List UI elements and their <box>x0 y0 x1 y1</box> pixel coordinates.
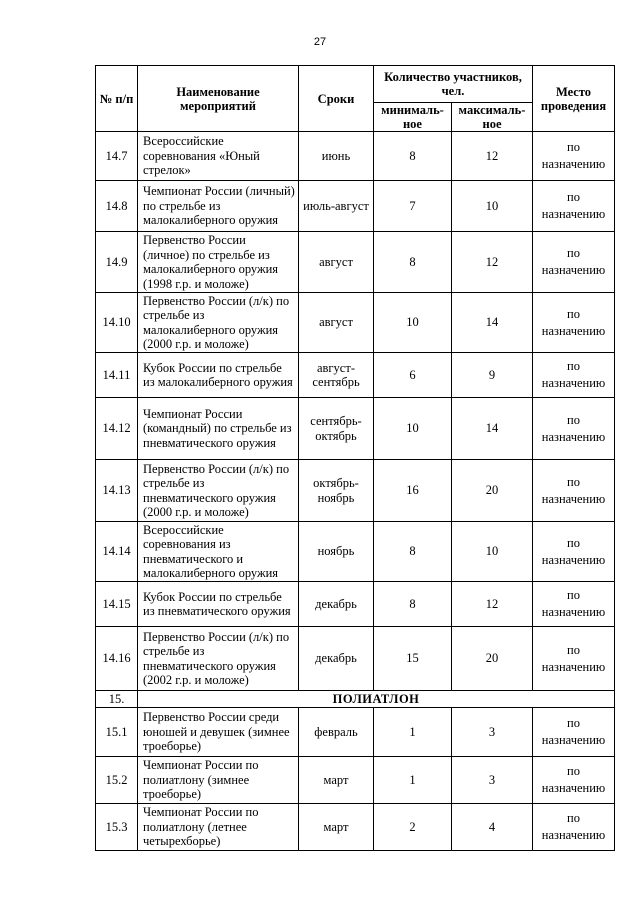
row-number: 14.11 <box>96 353 138 398</box>
section-num: 15. <box>96 691 138 708</box>
event-place: по назначению <box>533 804 615 851</box>
max-participants: 12 <box>452 232 533 293</box>
header-name: Наименование мероприятий <box>138 66 299 132</box>
min-participants: 2 <box>374 804 452 851</box>
table-row <box>96 708 615 757</box>
row-number: 14.13 <box>96 460 138 522</box>
event-place: по назначению <box>533 181 615 232</box>
max-participants: 20 <box>452 627 533 691</box>
table-row <box>96 232 615 293</box>
max-participants: 3 <box>452 708 533 757</box>
table-row <box>96 804 615 851</box>
min-participants: 10 <box>374 398 452 460</box>
event-name: Чемпионат России (личный) по стрельбе из малокалиберного оружия <box>138 181 299 232</box>
header-max: максималь-ное <box>452 103 533 132</box>
event-name: Первенство России (личное) по стрельбе из малокалиберного оружия (1998 г.р. и моложе) <box>138 232 299 293</box>
event-name: Всероссийские соревнования из пневматического и малокалиберного оружия <box>138 522 299 582</box>
event-place: по назначению <box>533 398 615 460</box>
section-row <box>96 691 615 708</box>
min-participants: 1 <box>374 757 452 804</box>
row-number: 14.10 <box>96 293 138 353</box>
page-number: 27 <box>313 36 327 48</box>
event-dates: сентябрь-октябрь <box>299 398 374 460</box>
table-body-polyathlon <box>96 708 615 851</box>
min-participants: 8 <box>374 522 452 582</box>
max-participants: 14 <box>452 293 533 353</box>
event-dates: август <box>299 293 374 353</box>
row-number: 14.9 <box>96 232 138 293</box>
event-name: Кубок России по стрельбе из малокалиберного оружия <box>138 353 299 398</box>
row-number: 14.15 <box>96 582 138 627</box>
event-dates: декабрь <box>299 627 374 691</box>
event-place: по назначению <box>533 757 615 804</box>
min-participants: 8 <box>374 582 452 627</box>
event-place: по назначению <box>533 132 615 181</box>
table-row <box>96 181 615 232</box>
event-place: по назначению <box>533 232 615 293</box>
max-participants: 9 <box>452 353 533 398</box>
max-participants: 10 <box>452 181 533 232</box>
event-name: Первенство России среди юношей и девушек (зимнее троеборье) <box>138 708 299 757</box>
event-dates: август <box>299 232 374 293</box>
event-name: Первенство России (л/к) по стрельбе из пневматического оружия (2002 г.р. и моложе) <box>138 627 299 691</box>
event-place: по назначению <box>533 582 615 627</box>
event-dates: ноябрь <box>299 522 374 582</box>
table-row <box>96 757 615 804</box>
min-participants: 8 <box>374 132 452 181</box>
max-participants: 12 <box>452 132 533 181</box>
row-number: 15.3 <box>96 804 138 851</box>
header-count: Количество участников, чел. <box>374 66 533 103</box>
table-row <box>96 132 615 181</box>
event-dates: март <box>299 757 374 804</box>
event-place: по назначению <box>533 522 615 582</box>
event-dates: октябрь-ноябрь <box>299 460 374 522</box>
event-place: по назначению <box>533 708 615 757</box>
event-place: по назначению <box>533 460 615 522</box>
table-row <box>96 627 615 691</box>
row-number: 14.16 <box>96 627 138 691</box>
max-participants: 10 <box>452 522 533 582</box>
row-number: 14.8 <box>96 181 138 232</box>
min-participants: 1 <box>374 708 452 757</box>
min-participants: 8 <box>374 232 452 293</box>
section-title: ПОЛИАТЛОН <box>138 691 615 708</box>
table-body-shooting <box>96 132 615 691</box>
table-row <box>96 353 615 398</box>
min-participants: 6 <box>374 353 452 398</box>
event-dates: август-сентябрь <box>299 353 374 398</box>
event-place: по назначению <box>533 627 615 691</box>
max-participants: 12 <box>452 582 533 627</box>
table-row <box>96 522 615 582</box>
min-participants: 15 <box>374 627 452 691</box>
event-place: по назначению <box>533 293 615 353</box>
events-table <box>95 65 615 851</box>
header-place: Место проведения <box>533 66 615 132</box>
table-row <box>96 460 615 522</box>
max-participants: 14 <box>452 398 533 460</box>
min-participants: 7 <box>374 181 452 232</box>
row-number: 15.1 <box>96 708 138 757</box>
header-num: № п/п <box>96 66 138 132</box>
event-name: Кубок России по стрельбе из пневматического оружия <box>138 582 299 627</box>
max-participants: 3 <box>452 757 533 804</box>
event-name: Всероссийские соревнования «Юный стрелок» <box>138 132 299 181</box>
event-dates: декабрь <box>299 582 374 627</box>
max-participants: 4 <box>452 804 533 851</box>
header-dates: Сроки <box>299 66 374 132</box>
min-participants: 10 <box>374 293 452 353</box>
row-number: 14.12 <box>96 398 138 460</box>
row-number: 15.2 <box>96 757 138 804</box>
event-name: Чемпионат России по полиатлону (летнее четырехборье) <box>138 804 299 851</box>
event-dates: февраль <box>299 708 374 757</box>
row-number: 14.14 <box>96 522 138 582</box>
table-row <box>96 398 615 460</box>
table-row <box>96 582 615 627</box>
row-number: 14.7 <box>96 132 138 181</box>
event-name: Чемпионат России по полиатлону (зимнее троеборье) <box>138 757 299 804</box>
event-dates: март <box>299 804 374 851</box>
event-name: Чемпионат России (командный) по стрельбе из пневматического оружия <box>138 398 299 460</box>
event-name: Первенство России (л/к) по стрельбе из пневматического оружия (2000 г.р. и моложе) <box>138 460 299 522</box>
min-participants: 16 <box>374 460 452 522</box>
header-min: минималь-ное <box>374 103 452 132</box>
table-row <box>96 293 615 353</box>
event-dates: июнь <box>299 132 374 181</box>
event-dates: июль-август <box>299 181 374 232</box>
event-name: Первенство России (л/к) по стрельбе из малокалиберного оружия (2000 г.р. и моложе) <box>138 293 299 353</box>
event-place: по назначению <box>533 353 615 398</box>
max-participants: 20 <box>452 460 533 522</box>
